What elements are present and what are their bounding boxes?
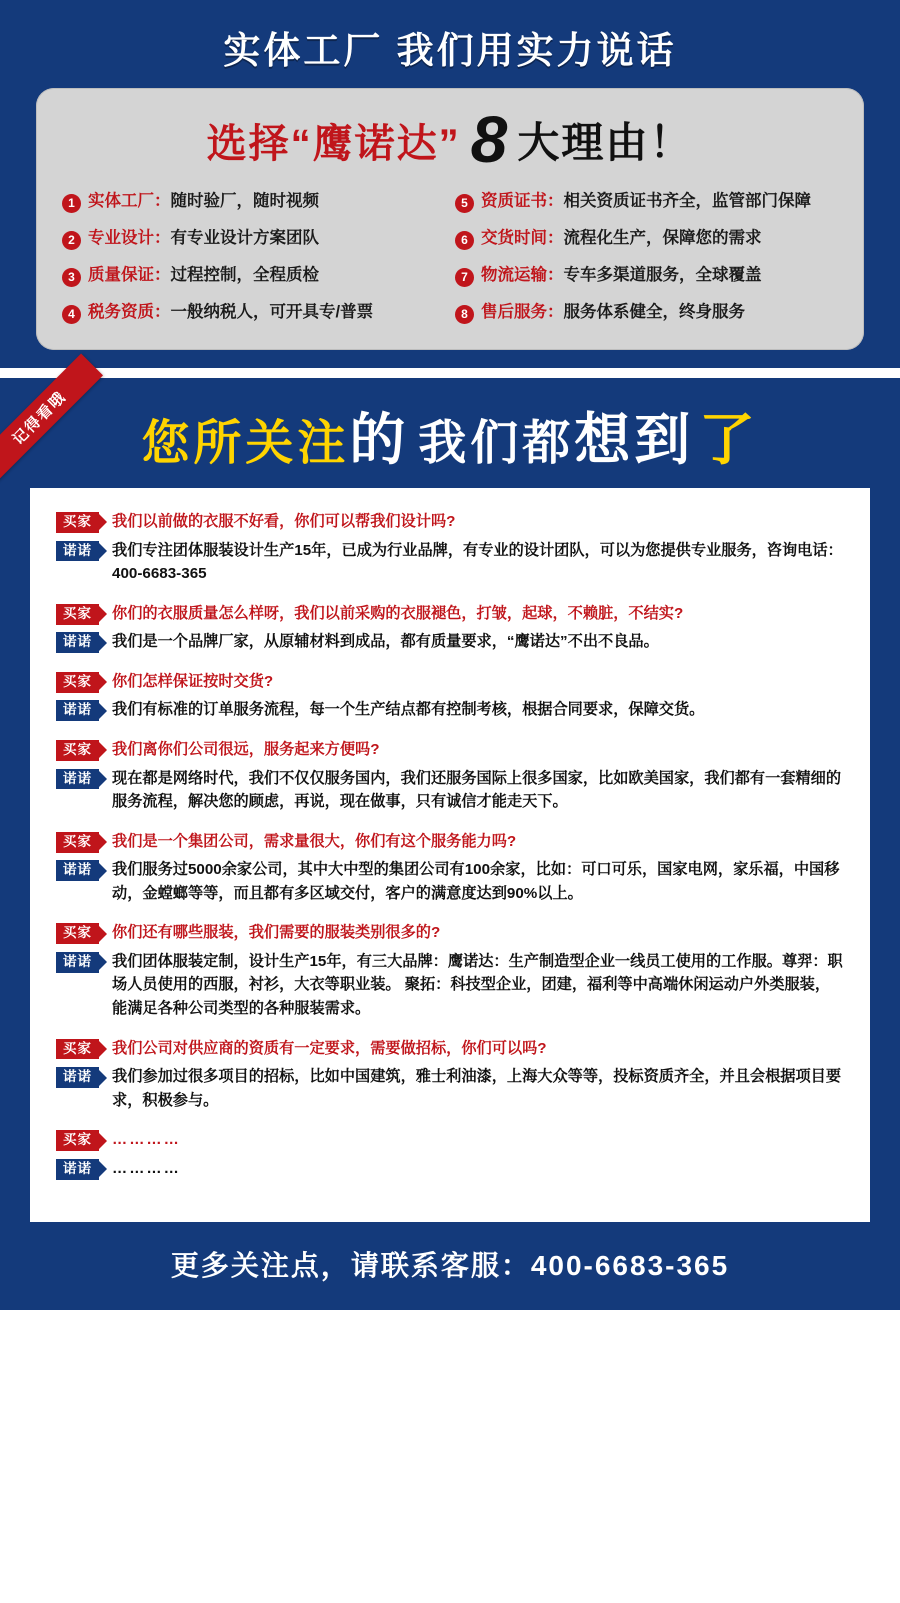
faq-question-row [56,921,844,945]
faq-item [56,670,844,722]
faq-question: 你们的衣服质量怎么样呀，我们以前采购的衣服褪色，打皱，起球，不赖脏，不结实? [112,604,684,622]
seller-tag: 诺诺 [56,541,99,562]
faq-question: 你们怎样保证按时交货? [112,672,274,690]
footer-contact: 更多关注点，请联系客服：400-6683-365 [0,1222,900,1310]
faq-answer-row [56,539,844,586]
faq-question-row [56,1037,844,1061]
reason-desc: 服务体系健全，终身服务 [563,303,745,321]
reason-label: 质量保证： [88,266,171,284]
corner-ribbon: 记得看哦 [0,354,103,482]
reason-desc: 相关资质证书齐全，监管部门保障 [563,192,811,210]
faq-question-row [56,602,844,626]
faq-question-row [56,510,844,534]
seller-tag: 诺诺 [56,632,99,653]
reason-label: 实体工厂： [88,192,171,210]
faq-question: 我们离你们公司很远，服务起来方便吗? [112,740,380,758]
faq-heading-part4: 想到 [574,408,695,471]
faq-answer: 我们服务过5000余家公司，其中大中型的集团公司有100余家，比如：可口可乐，国家电网，家乐福，中国移动，金螳螂等等，而且都有多区域交付，客户的满意度达到90%以上。 [112,861,840,902]
reasons-title-number: 8 [470,102,508,177]
buyer-tag: 买家 [56,740,99,761]
faq-section [0,378,900,1310]
faq-answer-row [56,1157,844,1181]
faq-answer: 我们有标准的订单服务流程，每一个生产结点都有控制考核，根据合同要求，保障交货。 [112,701,705,719]
faq-question-row [56,670,844,694]
seller-tag: 诺诺 [56,700,99,721]
faq-answer: 我们专注团体服装设计生产15年，已成为行业品牌，有专业的设计团队，可以为您提供专业服务，咨询电话：400-6683-365 [112,541,843,583]
faq-answer-row [56,1065,844,1112]
seller-tag: 诺诺 [56,860,99,881]
reason-item [455,192,838,213]
seller-tag: 诺诺 [56,769,99,790]
faq-card [30,488,870,1222]
faq-answer: 我们参加过很多项目的招标，比如中国建筑，雅士利油漆，上海大众等等，投标资质齐全，并且会根据项目要求，积极参与。 [112,1068,841,1109]
faq-question-row [56,830,844,854]
faq-answer-row [56,767,844,814]
reason-desc: 一般纳税人，可开具专/普票 [170,303,374,321]
reason-label: 售后服务： [481,303,564,321]
reason-item [62,303,445,324]
reasons-title [62,102,838,177]
faq-answer-row [56,698,844,722]
faq-answer: 我们团体服装定制，设计生产15年，有三大品牌：鹰诺达：生产制造型企业一线员工使用的工作服。尊羿：职场人员使用的西服，衬衫，大衣等职业装。 聚拓：科技型企业，团建，福利等中高端休闲运动户外类服装，能满足各种公司类型的各种服装需求。 [112,952,843,1017]
reasons-title-black: 大理由！ [517,119,694,166]
reason-item [62,192,445,213]
reason-label: 专业设计： [88,229,171,247]
reason-item [62,266,445,287]
faq-answer: 现在都是网络时代，我们不仅仅服务国内，我们还服务国际上很多国家，比如欧美国家，我们都有一套精细的服务流程，解决您的顾虑，再说，现在做事，只有诚信才能走天下。 [112,769,841,811]
faq-heading [0,378,900,488]
faq-question: ………… [112,1131,181,1149]
faq-answer-row [56,950,844,1021]
faq-question: 你们还有哪些服装，我们需要的服装类别很多的? [112,924,441,942]
reason-desc: 随时验厂，随时视频 [170,192,319,210]
seller-tag: 诺诺 [56,1067,99,1088]
reason-number-badge: 4 [62,305,81,324]
faq-item [56,510,844,586]
faq-answer-row [56,630,844,654]
buyer-tag: 买家 [56,672,99,693]
top-banner-title: 实体工厂 我们用实力说话 [223,30,677,71]
reason-desc: 有专业设计方案团队 [170,229,319,247]
section-divider [0,368,900,378]
seller-tag: 诺诺 [56,952,99,973]
buyer-tag: 买家 [56,604,99,625]
reasons-card [36,88,864,350]
reason-desc: 过程控制，全程质检 [170,266,319,284]
buyer-tag: 买家 [56,1039,99,1060]
faq-heading-part3: 我们都 [418,417,575,470]
reason-label: 资质证书： [481,192,564,210]
faq-question: 我们是一个集团公司，需求量很大，你们有这个服务能力吗? [112,832,517,850]
reason-item [455,266,838,287]
reason-number-badge: 5 [455,194,474,213]
buyer-tag: 买家 [56,512,99,533]
faq-item [56,830,844,906]
reason-label: 物流运输： [481,266,564,284]
reason-desc: 专车多渠道服务，全球覆盖 [563,266,762,284]
reason-desc: 流程化生产，保障您的需求 [563,229,762,247]
buyer-tag: 买家 [56,832,99,853]
reason-number-badge: 3 [62,268,81,287]
faq-heading-part2: 的 [349,408,410,471]
reason-item [455,229,838,250]
reasons-title-red: 选择“鹰诺达” [206,121,461,166]
reason-number-badge: 2 [62,231,81,250]
reason-label: 税务资质： [88,303,171,321]
faq-heading-part1: 您所关注 [141,417,350,470]
buyer-tag: 买家 [56,923,99,944]
reason-label: 交货时间： [481,229,564,247]
faq-answer: 我们是一个品牌厂家，从原辅材料到成品，都有质量要求，“鹰诺达”不出不良品。 [112,633,659,651]
reason-item [455,303,838,324]
reason-number-badge: 6 [455,231,474,250]
faq-item [56,921,844,1020]
faq-item [56,738,844,814]
reason-number-badge: 1 [62,194,81,213]
faq-question-row [56,1128,844,1152]
reason-item [62,229,445,250]
seller-tag: 诺诺 [56,1159,99,1180]
faq-question-row [56,738,844,762]
faq-item [56,602,844,654]
reason-number-badge: 7 [455,268,474,287]
buyer-tag: 买家 [56,1130,99,1151]
reason-number-badge: 8 [455,305,474,324]
faq-question: 我们公司对供应商的资质有一定要求，需要做招标，你们可以吗? [112,1039,547,1057]
faq-item [56,1128,844,1180]
reasons-grid [62,192,838,324]
faq-item [56,1037,844,1113]
faq-heading-part5: 了 [698,408,759,471]
reasons-section [0,0,900,368]
faq-answer-row [56,858,844,905]
faq-question: 我们以前做的衣服不好看，你们可以帮我们设计吗? [112,513,456,530]
faq-answer: ………… [112,1159,181,1177]
